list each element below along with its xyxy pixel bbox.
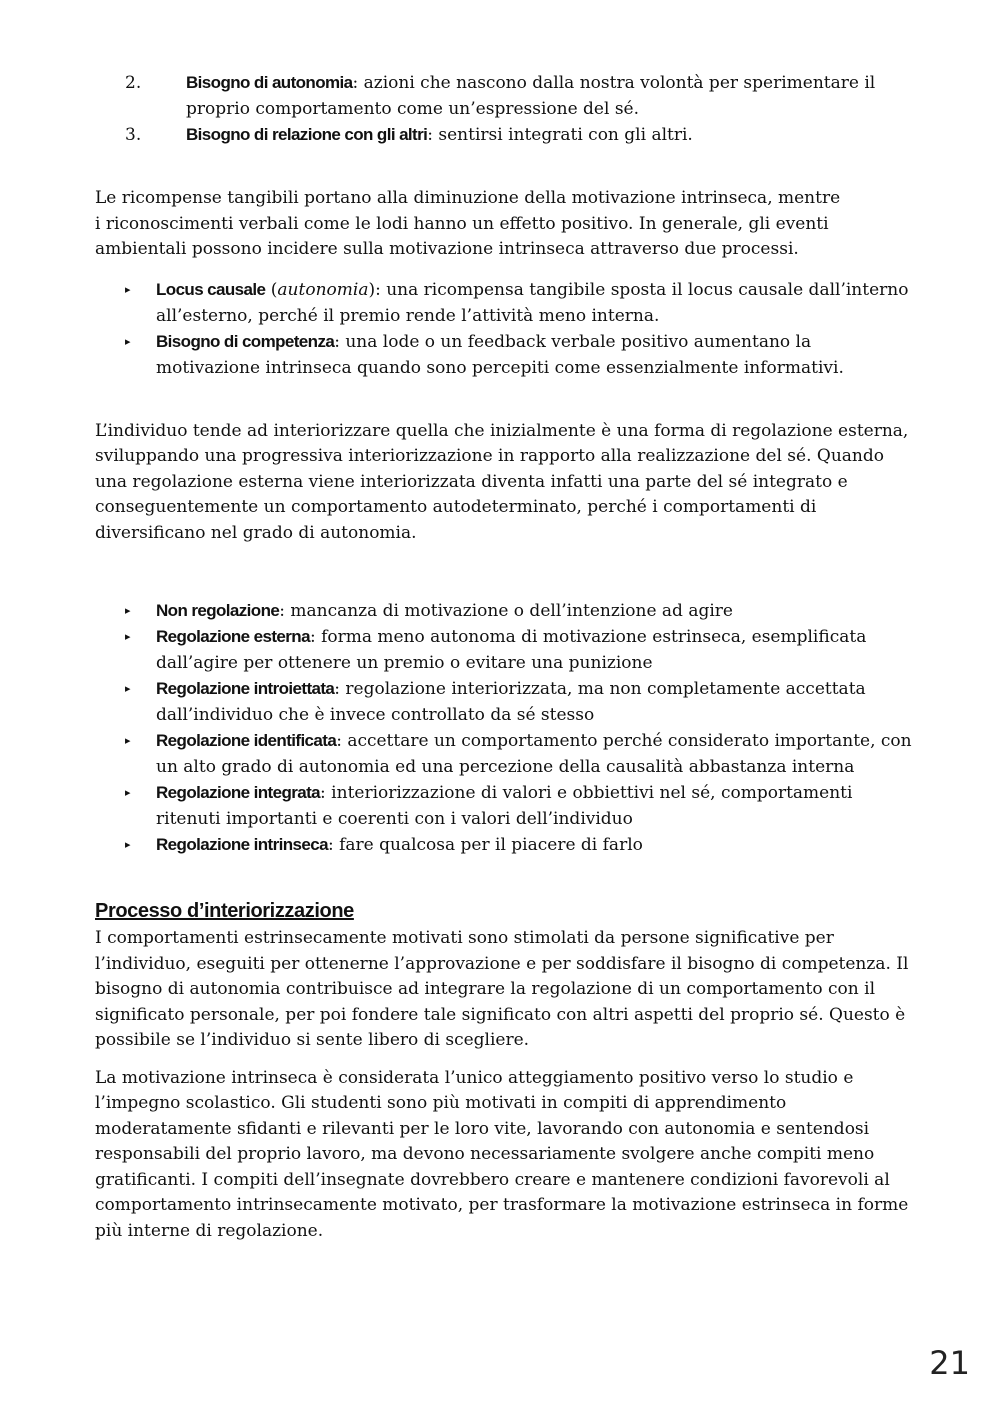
list-number: 2.	[125, 73, 142, 93]
list-term: Bisogno di competenza	[156, 331, 335, 351]
list-text: : azioni che nascono dalla nostra volontà per sperimentare il proprio comportamento come un’espressione del sé.	[186, 73, 876, 119]
needs-list	[95, 70, 915, 148]
section-heading: Processo d’interiorizzazione	[95, 900, 354, 922]
list-item	[95, 832, 915, 858]
list-item	[95, 624, 915, 676]
list-term: Regolazione esterna	[156, 627, 310, 646]
list-paren-close: )	[368, 279, 376, 300]
list-term: Bisogno di relazione con gli altri	[186, 125, 428, 144]
bullet-triangle-icon: ▸	[125, 786, 131, 799]
list-term: Regolazione identificata	[156, 731, 337, 750]
list-item	[95, 70, 915, 122]
list-term: Regolazione introiettata	[156, 679, 335, 698]
list-italic: autonomia	[277, 279, 369, 300]
paragraph-rewards: Le ricompense tangibili portano alla diminuzione della motivazione intrinseca, mentre i riconoscimenti verbali come le lodi hanno un effetto positivo. In generale, gli eventi ambientali possono incidere sulla motivazione intrinseca attraverso due processi.	[95, 188, 841, 259]
bullet-triangle-icon: ▸	[125, 682, 131, 695]
processes-list	[95, 277, 915, 381]
list-text: : una lode o un feedback verbale positivo aumentano la motivazione intrinseca quando sono percepiti come essenzialmente informativi.	[156, 331, 844, 378]
list-item	[95, 598, 915, 624]
list-text: : fare qualcosa per il piacere di farlo	[327, 835, 643, 855]
paragraph-process: I comportamenti estrinsecamente motivati sono stimolati da persone significative per l’individuo, eseguiti per ottenerne l’approvazione e per soddisfare il bisogno di competenza. Il bisogno di autonomia contribuisce ad integrare la regolazione di un comportamento con il significato personale, per poi fondere tale significato con altri aspetti del proprio sé. Questo è possibile se l’individuo si sente libero di scegliere.	[95, 928, 909, 1050]
bullet-triangle-icon: ▸	[125, 838, 131, 851]
list-item	[95, 122, 915, 148]
bullet-triangle-icon: ▸	[125, 282, 131, 296]
list-term: Regolazione integrata	[156, 783, 321, 802]
list-text: : forma meno autonoma di motivazione estrinseca, esemplificata dall’agire per ottenere un premio o evitare una punizione	[156, 627, 867, 673]
list-text: : sentirsi integrati con gli altri.	[427, 125, 693, 145]
list-term: Regolazione intrinseca	[156, 835, 328, 854]
list-text: : una ricompensa tangibile sposta il locus causale dall’interno all’esterno, perché il premio rende l’attività meno interna.	[156, 279, 909, 326]
list-item	[95, 676, 915, 728]
paragraph-intrinsic: La motivazione intrinseca è considerata l’unico atteggiamento positivo verso lo studio e l’impegno scolastico. Gli studenti sono più motivati in compiti di apprendimento moderatamente sfidanti e rilevanti per le loro vite, lavorando con autonomia e sentendosi responsabili del proprio lavoro, ma devono necessariamente svolgere anche compiti meno gratificanti. I compiti dell’insegnate dovrebbero creare e mantenere condizioni favorevoli al comportamento intrinsecamente motivato, per trasformare la motivazione estrinseca in forme più interne di regolazione.	[95, 1067, 909, 1241]
document-page	[95, 70, 915, 1244]
page-number: 21	[929, 1344, 970, 1382]
bullet-triangle-icon: ▸	[125, 334, 131, 348]
list-number: 3.	[125, 125, 142, 145]
list-text: : accettare un comportamento perché considerato importante, con un alto grado di autonomia ed una percezione della causalità abbastanza interna	[156, 731, 912, 777]
list-term: Non regolazione	[156, 601, 280, 620]
list-term: Bisogno di autonomia	[186, 73, 353, 92]
list-text: : mancanza di motivazione o dell’intenzione ad agire	[279, 601, 733, 621]
list-text: : interiorizzazione di valori e obbiettivi nel sé, comportamenti ritenuti importanti e coerenti con i valori dell’individuo	[156, 783, 853, 829]
list-paren-open: (	[265, 279, 278, 300]
paragraph-internalize: L’individuo tende ad interiorizzare quella che inizialmente è una forma di regolazione esterna, sviluppando una progressiva interiorizzazione in rapporto alla realizzazione del sé. Quando una regolazione esterna viene interiorizzata diventa infatti una parte del sé integrato e conseguentemente un comportamento autodeterminato, perché i comportamenti di diversificano nel grado di autonomia.	[95, 420, 909, 543]
list-term: Locus causale	[156, 279, 266, 299]
regulations-list	[95, 598, 915, 858]
bullet-triangle-icon: ▸	[125, 630, 131, 643]
list-item	[95, 728, 915, 780]
list-text: : regolazione interiorizzata, ma non completamente accettata dall’individuo che è invece controllato da sé stesso	[156, 679, 866, 725]
list-item	[95, 277, 915, 329]
list-item	[95, 329, 915, 381]
list-item	[95, 780, 915, 832]
bullet-triangle-icon: ▸	[125, 604, 131, 617]
bullet-triangle-icon: ▸	[125, 734, 131, 747]
